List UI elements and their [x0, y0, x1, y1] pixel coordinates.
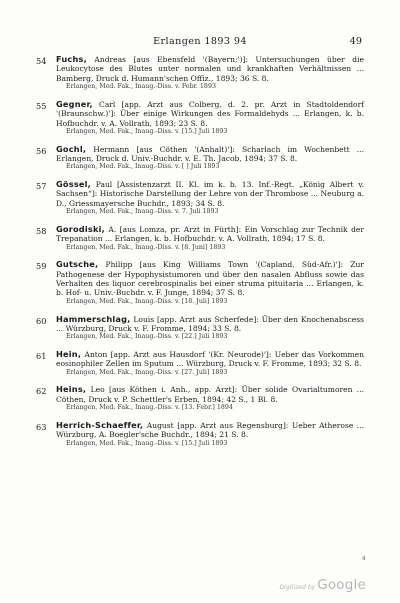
google-logo: Google — [317, 577, 366, 593]
entry-citation: Hermann [aus Cöthen '(Anhalt)']: Scharlach im Wochenbett ... Erlangen, Druck d. Univ.-Buchdr. v. E. Th. Jacob, 1894; 37 S. 8. — [56, 144, 364, 163]
entry-text — [56, 315, 364, 334]
entry-text — [56, 180, 364, 208]
author-name: Gössel, — [56, 179, 91, 190]
entry-text — [56, 55, 364, 83]
entry-place: Erlangen, Med. Fak., Inaug.-Diss. v. [13. Febr.] 1894 — [66, 404, 233, 412]
entry-place: Erlangen, Med. Fak., Inaug.-Diss. v. [18. Juli] 1893 — [66, 297, 228, 305]
list-item — [36, 55, 364, 92]
entry-citation: Louis [app. Arzt aus Scherfede]: Über den Knochenabscess ... Würzburg, Druck v. F. Fromme, 1894; 33 S. 8. — [56, 314, 364, 333]
entry-text — [56, 260, 364, 297]
entry-number: 57 — [36, 181, 47, 192]
list-item — [36, 225, 364, 252]
entry-place: Erlangen, Med. Fak., Inaug.-Diss. v. 7. Juli 1893 — [66, 208, 219, 216]
author-name: Heins, — [56, 384, 87, 395]
entry-citation: Leo [aus Köthen i. Anh., app. Arzt]: Über solide Ovarialtumoren ... Cöthen, Druck v. P. Schettler's Erben, 1894; 42 S., 1 Bl. 8. — [56, 385, 364, 404]
entry-place: Erlangen, Med. Fak., Inaug.-Diss. v. [ ] Juli 1893 — [66, 163, 220, 171]
entry-text — [56, 350, 364, 369]
entry-place: Erlangen, Med. Fak., Inaug.-Diss. v. [27. Juli] 1893 — [66, 368, 228, 376]
author-name: Fuchs, — [56, 54, 87, 64]
list-item — [36, 180, 364, 217]
entry-citation: Philipp [aus King Williams Town '(Capland, Süd-Afr.)']: Zur Pathogenese der Hypophysistumoren und über den nasalen Abfluss sowie das Verhalten des liquor cerebrospinalis bei einer struma pituitaria ... Erlangen, k. b. Hof- u. Univ.-Buchdr. v. F. Junge, 1894; 37 S. 8. — [56, 260, 365, 298]
entry-citation: Paul [Assistenzarzt II. Kl. im k. b. 13. Inf.-Regt. „König Albert v. Sachsen“]: Historische Darstellung der Lehre von der Thrombose ... Neuburg a. D., Griessmayersche Buchdr., 1893; 34 S. 8. — [56, 180, 364, 208]
entry-text — [56, 421, 364, 440]
entry-text — [56, 100, 364, 128]
entry-place: Erlangen, Med. Fak., Inaug.-Diss. v. [22.] Juli 1893 — [66, 333, 228, 341]
entry-number: 54 — [36, 56, 47, 66]
running-header — [0, 36, 400, 50]
entry-number: 55 — [36, 100, 47, 111]
list-item — [36, 145, 364, 172]
author-name: Gochl, — [56, 143, 87, 154]
list-item — [36, 350, 364, 377]
entry-citation: A. [aus Lomza, pr. Arzt in Fürth]: Ein Vorschlag zur Technik der Trepanation ... Erlangen, k. b. Hofbuchdr. v. A. Vollrath, 1894; 17 S. 8. — [56, 224, 364, 244]
entry-citation: Anton [app. Arzt aus Hausdorf '(Kr. Neurode)']: Ueber das Vorkommen eosinophiler Zellen im Sputum ... Würzburg, Druck v. F. Fromme, 1893; 32 S. 8. — [56, 350, 364, 369]
entry-place: Erlangen, Med. Fak., Inaug.-Diss. v. Febr. 1893 — [66, 83, 216, 91]
list-item — [36, 385, 364, 412]
entry-text — [56, 385, 364, 404]
entry-citation: August [app. Arzt aus Regensburg]: Ueber Atherose ... Würzburg, A. Boegler'sche Buchdr., 1894; 21 S. 8. — [56, 420, 364, 440]
list-item — [36, 260, 364, 306]
entry-place: Erlangen, Med. Fak., Inaug.-Diss. v. [15.] Juli 1893 — [66, 127, 228, 135]
running-title: Erlangen 1893 94 — [153, 36, 247, 47]
author-name: Gorodiski, — [56, 223, 105, 234]
entry-text — [56, 145, 364, 164]
author-name: Gegner, — [56, 98, 93, 109]
list-item — [36, 421, 364, 448]
author-name: Herrich-Schaeffer, — [56, 419, 144, 430]
google-watermark — [279, 577, 366, 593]
entry-number: 60 — [36, 315, 47, 326]
author-name: Gutsche, — [56, 259, 99, 270]
entry-citation: Carl [app. Arzt aus Colberg, d. 2. pr. Arzt in Stadtoldendorf '(Braunschw.)']: Über einige Wirkungen des Formaldehyds ... Erlangen, k. b. Hofbuchdr. v. A. Vollrath, 1893; 23 S. 8. — [56, 99, 364, 128]
entry-text — [56, 225, 364, 244]
entry-citation: Andreas [aus Ebensfeld '(Bayern;')]: Untersuchungen über die Leukocytose des Blutes unter normalen und krankhaften Verhältnissen ... Bamberg, Druck d. Humann'schen Offiz., 1893; 36 S. 8. — [56, 55, 364, 83]
entry-number: 63 — [36, 421, 47, 432]
entry-number: 61 — [36, 351, 47, 361]
author-name: Hein, — [56, 349, 82, 359]
entry-place: Erlangen, Med. Fak., Inaug.-Diss. v. [8. Juni] 1893 — [66, 243, 226, 251]
page-number: 49 — [349, 36, 362, 47]
entry-number: 56 — [36, 145, 47, 156]
entry-place: Erlangen, Med. Fak., Inaug.-Diss. v. [15.] Juli 1893 — [66, 439, 228, 447]
list-item — [36, 315, 364, 342]
list-item — [36, 100, 364, 137]
entry-number: 59 — [36, 261, 47, 272]
author-name: Hammerschlag, — [56, 313, 131, 324]
watermark-by-text: Digitized by — [279, 584, 316, 591]
signature-mark: 4 — [362, 556, 366, 562]
entry-list — [36, 55, 364, 456]
entry-number: 62 — [36, 386, 47, 397]
entry-number: 58 — [36, 225, 47, 236]
